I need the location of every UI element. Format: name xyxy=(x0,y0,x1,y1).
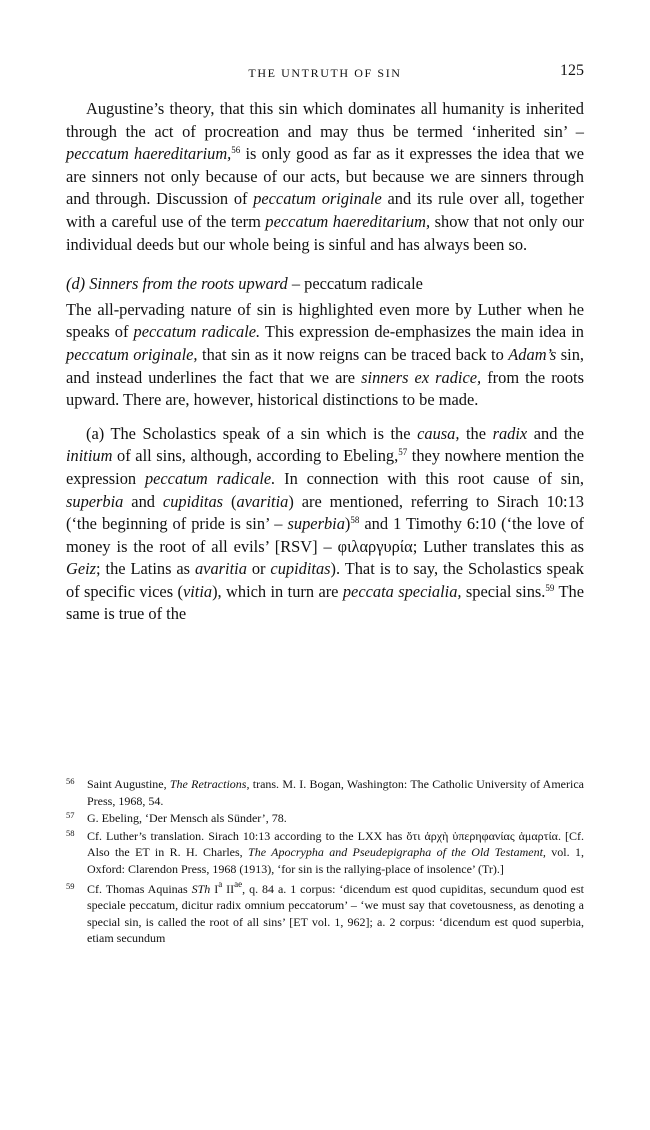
page-header xyxy=(66,62,584,84)
latin-term: sinners ex radice, xyxy=(361,367,482,387)
running-title: THE UNTRUTH OF SIN xyxy=(248,66,402,80)
latin-term: peccatum haereditarium, xyxy=(265,211,431,231)
paragraph-augustine-theory: Augustine’s theory, that this sin which dominates all humanity is inherited through the act of procreation and may thus be termed ‘inherited sin’ – peccatum haereditarium,$^{56}$ is only good as far as it expresses the idea that we are sinners not only because of our acts, but because we are sinners through and through. Discussion of peccatum originale and its rule over all, together with a careful use of the term peccatum haereditarium, show that not only our individual deeds but our whole being is sinful and has always been so. xyxy=(66,99,584,254)
footnote-number: 57 xyxy=(66,810,75,821)
section-heading: (d) Sinners from the roots upward – peccatum radicale xyxy=(66,274,423,294)
footnotes xyxy=(66,776,584,948)
footnote-number: 58 xyxy=(66,827,75,838)
main-text xyxy=(66,98,584,626)
footnote-59: 59 Cf. Thomas Aquinas STh $I^a$ $II^{ae}$, q. 84 a. 1 corpus: ‘dicendum est quod cupiditas, secundum quod est speciale peccatum, dicitur radix omnium peccatorum’ – ‘we must say that covetousness, as denoting a special sin, is called the root of all sins’ [ET vol. 1, 962]; a. 2 corpus: ‘dicendum est quod superbia, etiam secundum xyxy=(66,878,585,946)
footnote-ref-56: 56 xyxy=(231,145,241,156)
footnote-57: 57 G. Ebeling, ‘Der Mensch als Sünder’, 78. xyxy=(66,810,584,827)
footnote-ref-59: 59 xyxy=(545,582,555,593)
latin-term: peccatum originale, xyxy=(66,344,198,364)
latin-term: peccatum radicale. xyxy=(133,322,261,342)
footnote-number: 59 xyxy=(66,880,75,891)
book-title: The Apocrypha and Pseudepigrapha of the Old Testament, xyxy=(248,845,546,860)
footnote-ref-57: 57 xyxy=(398,447,408,458)
book-title: STh xyxy=(191,881,211,896)
emphasis: Adam’s xyxy=(508,344,557,364)
footnote-58: 58 Cf. Luther’s translation. Sirach 10:13 according to the LXX has ὅτι ἀρχὴ ὑπερηφανίας ἁμαρτία. [Cf. Also the ET in R. H. Charles, The Apocrypha and Pseudepigrapha of the Old Testament, vol. 1, Oxford: Clarendon Press, 1968 (1913), ‘for sin is the rallying-place of insolence’ (Tr).] xyxy=(66,828,584,878)
paragraph-peccatum-radicale: The all-pervading nature of sin is highlighted even more by Luther when he speaks of peccatum radicale. This expression de-emphasizes the main idea in peccatum originale, that sin as it now reigns can be traced back to Adam’s sin, and instead underlines the fact that we are sinners ex radice, from the roots upward. There are, however, historical distinctions to be made. xyxy=(66,299,585,410)
book-title: The Retractions, xyxy=(169,777,250,791)
latin-term: peccatum haereditarium, xyxy=(66,144,232,164)
page-number: 125 xyxy=(560,62,584,79)
footnote-56: 56 Saint Augustine, The Retractions, trans. M. I. Bogan, Washington: The Catholic University of America Press, 1968, 54. xyxy=(66,776,584,809)
paragraph-scholastics: (a) The Scholastics speak of a sin which is the causa, the radix and the initium of all sins, although, according to Ebeling,$^{57}$ they nowhere mention the expression peccatum radicale. In connection with this root cause of sin, superbia and cupiditas (avaritia) are mentioned, referring to Sirach 10:13 (‘the beginning of pride is sin’ – superbia)$^{58}$ and 1 Timothy 6:10 (‘the love of money is the root of all evils’ [RSV] – φιλαργυρία; Luther translates this as Geiz; the Latins as avaritia or cupiditas). That is to say, the Scholastics speak of specific vices (vitia), which in turn are peccata specialia, special sins.$^{59}$ The same is true of the xyxy=(66,423,585,624)
section-title: Sinners from the roots upward xyxy=(89,274,288,294)
footnote-number: 56 xyxy=(66,776,75,786)
footnote-ref-58: 58 xyxy=(350,515,360,526)
latin-term: peccatum originale xyxy=(253,189,382,209)
section-term: peccatum radicale xyxy=(304,274,423,294)
